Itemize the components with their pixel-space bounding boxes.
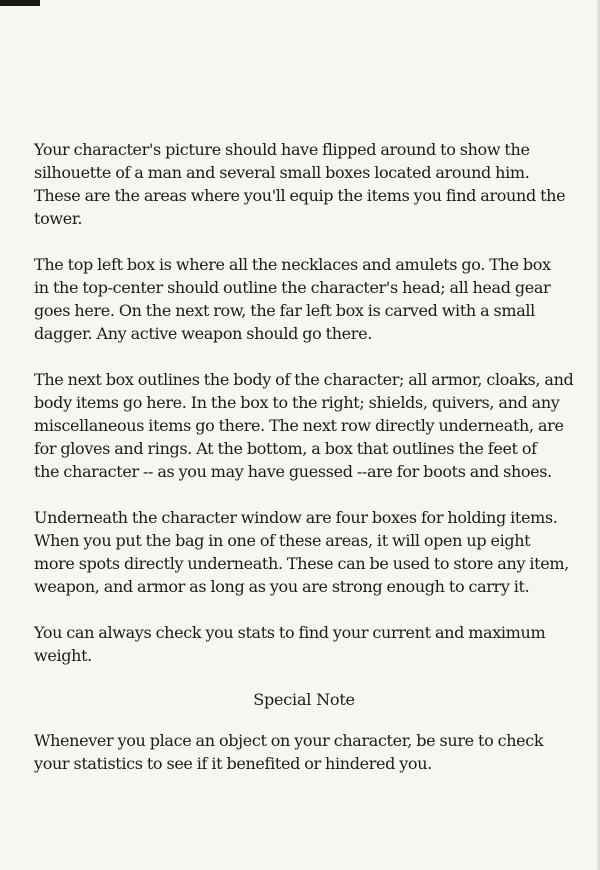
corner-scan-mark — [0, 0, 40, 6]
paragraph-weight: You can always check you stats to find your current and maximum weight. — [34, 623, 546, 665]
manual-page — [34, 138, 574, 798]
paragraph-character-picture: Your character's picture should have flipped around to show the silhouette of a man and several small boxes located around him. These are the areas where you'll equip the items you find around the tower. — [34, 140, 566, 228]
paragraph-body-boxes: The next box outlines the body of the character; all armor, cloaks, and body items go here. In the box to the right; shields, quivers, and any miscellaneous items go there. The next row directly underneath, are for gloves and rings. At the bottom, a box that outlines the feet of the character -- as you may have guessed --are for boots and shoes. — [34, 370, 574, 481]
special-note-heading: Special Note — [253, 690, 355, 709]
special-note-text: Whenever you place an object on your character, be sure to check your statistics to see if it benefited or hindered you. — [34, 731, 544, 773]
paragraph-top-boxes: The top left box is where all the necklaces and amulets go. The box in the top-center should outline the character's head; all head gear goes here. On the next row, the far left box is carved with a small dagger. Any active weapon should go there. — [34, 255, 551, 343]
paragraph-item-bags: Underneath the character window are four boxes for holding items. When you put the bag in one of these areas, it will open up eight more spots directly underneath. These can be used to store any item, weapon, and armor as long as you are strong enough to carry it. — [34, 508, 569, 596]
